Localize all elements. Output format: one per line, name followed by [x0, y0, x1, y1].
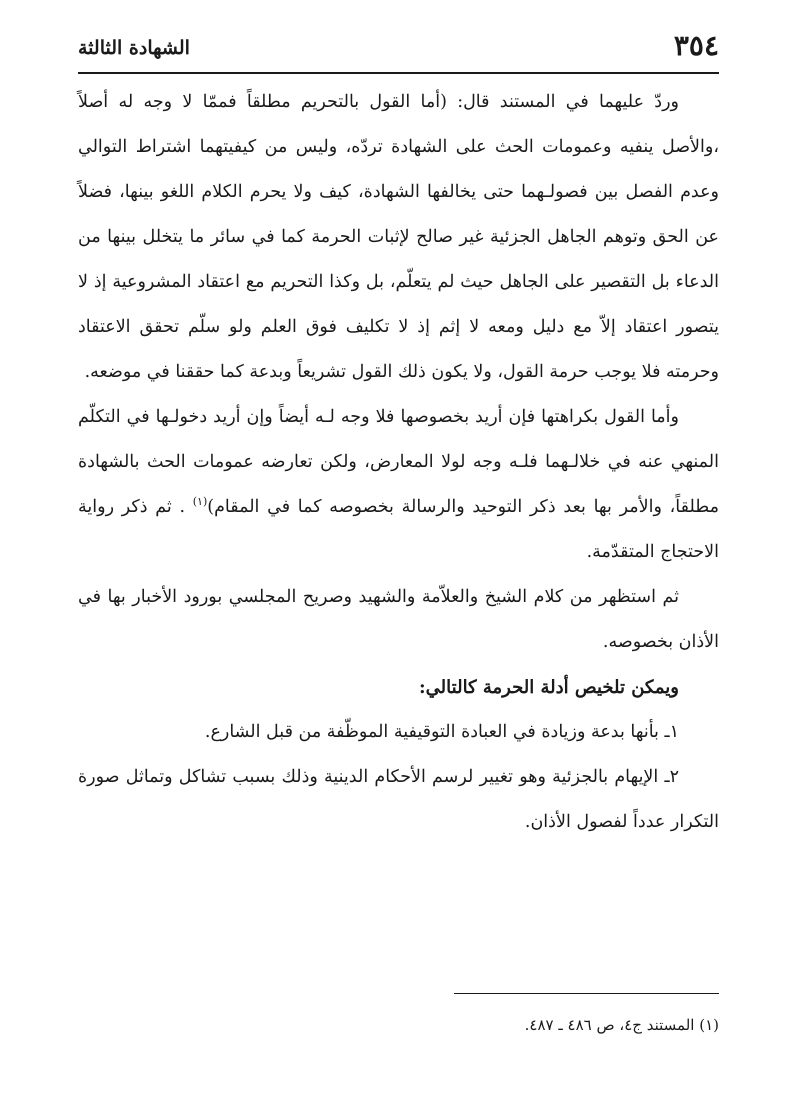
- running-title: الشهادة الثالثة: [78, 37, 190, 59]
- paragraph-2-tail: . ثم ذكر رواية الاحتجاج المتقدّمة.: [78, 497, 719, 562]
- header-rule: [78, 72, 719, 74]
- page-header: [78, 28, 719, 68]
- paragraph-2: [78, 395, 719, 575]
- footnote-rule: [454, 993, 719, 994]
- page-body: [78, 80, 719, 845]
- footnote-marker[interactable]: (١): [192, 495, 208, 509]
- list-item: ٢ـ الإيهام بالجزئية وهو تغيير لرسم الأحكام الدينية وذلك بسبب تشاكل وتماثل صورة التكرار عدداً لفصول الأذان.: [78, 767, 719, 832]
- paragraph-1: وردّ عليهما في المستند قال: (أما القول بالتحريم مطلقاً فممّا لا وجه له أصلاً ،والأصل ينفيه وعمومات الحث على الشهادة تردّه، وليس من كيفيتهما اشتراط التوالي وعدم الفصل بين فصولـهما حتى يخالفها الشهادة، كيف ولا يحرم الكلام اللغو بينها، فضلاً عن الحق وتوهم الجاهل الجزئية غير صالح لإثبات الحرمة كما في سائر ما يتخلل بينها من الدعاء بل التقصير على الجاهل حيث لم يتعلّم، بل وكذا التحريم مع اعتقاد المشروعية إذ لا يتصور اعتقاد إلاّ مع دليل ومعه لا إثم إذ لا تكليف فوق العلم ولو سلّم تحقق الاعتقاد وحرمته فلا يوجب حرمة القول، ولا يكون ذلك القول تشريعاً وبدعة كما حققنا في موضعه.: [78, 92, 719, 382]
- list-item: ١ـ بأنها بدعة وزيادة في العبادة التوقيفية الموظّفة من قبل الشارع.: [204, 722, 679, 742]
- footnote: (١) المستند ج٤، ص ٤٨٦ ـ ٤٨٧.: [524, 1016, 719, 1034]
- paragraph-2-text: وأما القول بكراهتها فإن أريد بخصوصها فلا وجه لـه أيضاً وإن أريد دخولـها في التكلّم المنهي عنه في خلالـهما فلـه وجه لولا المعارض، ولكن تعارضه عمومات الحث بالشهادة مطلقاً، والأمر بها بعد ذكر التوحيد والرسالة بخصوصه كما في المقام): [78, 407, 719, 517]
- section-subheading: ويمكن تلخيص أدلة الحرمة كالتالي:: [419, 677, 679, 698]
- page-number: ٣٥٤: [673, 29, 719, 62]
- paragraph-3: ثم استظهر من كلام الشيخ والعلاّمة والشهيد وصريح المجلسي بورود الأخبار بها في الأذان بخصوصه.: [78, 587, 719, 652]
